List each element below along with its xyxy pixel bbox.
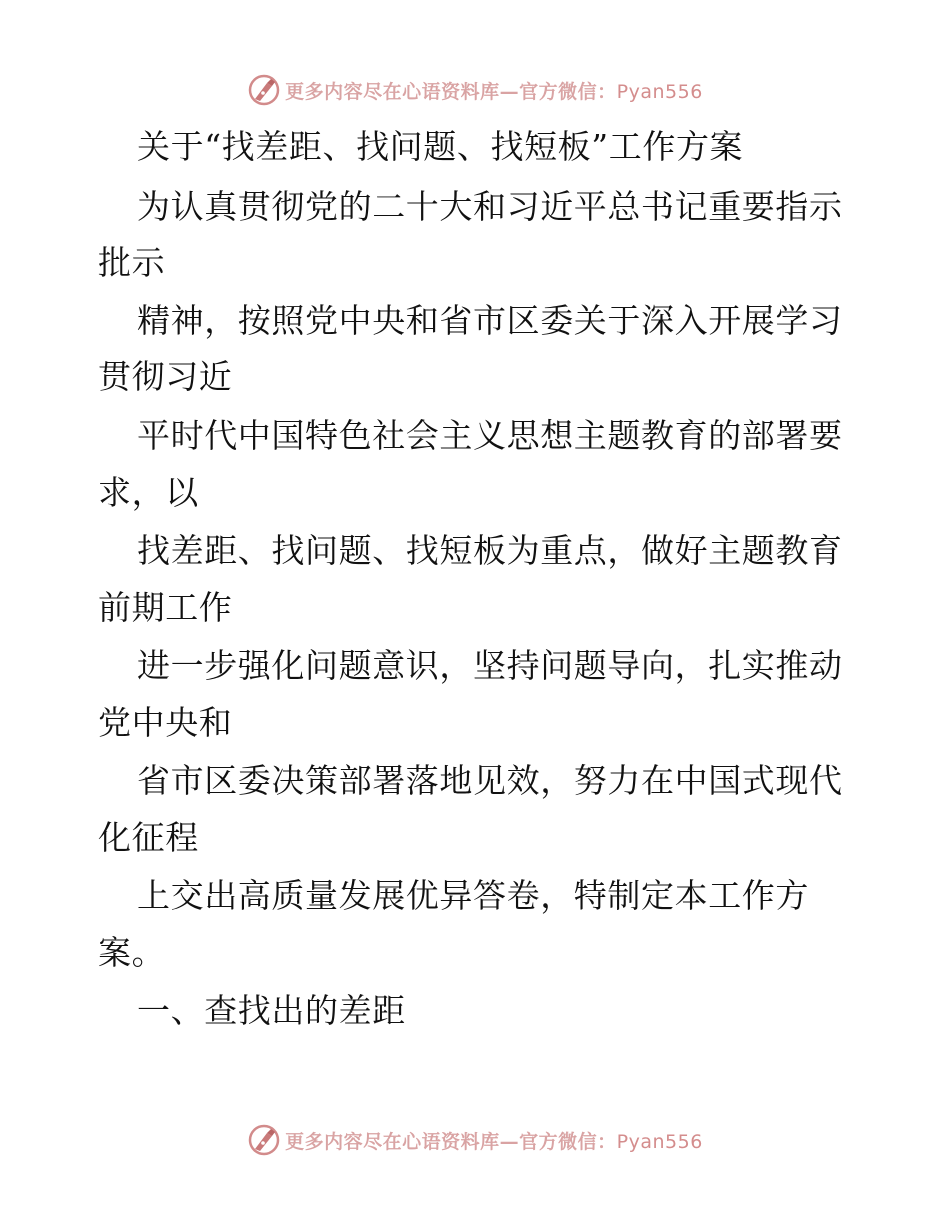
wechat-id: Pyan556 xyxy=(616,1130,703,1153)
pen-nib-logo-icon xyxy=(247,73,281,107)
paragraph-line: 案。 xyxy=(98,933,166,972)
paragraph-line: 贯彻习近 xyxy=(98,357,233,396)
header-banner xyxy=(0,70,950,110)
paragraph-line: 为认真贯彻党的二十大和习近平总书记重要指示 xyxy=(137,187,843,226)
pen-nib-logo-icon xyxy=(247,1123,281,1157)
wechat-id: Pyan556 xyxy=(616,80,703,103)
paragraph-line: 化征程 xyxy=(98,818,199,857)
paragraph-line: 前期工作 xyxy=(98,588,233,627)
section-heading: 一、查找出的差距 xyxy=(137,991,406,1030)
paragraph-line: 精神，按照党中央和省市区委关于深入开展学习 xyxy=(137,301,843,340)
footer-banner xyxy=(0,1120,950,1160)
paragraph-line: 找差距、找问题、找短板为重点，做好主题教育 xyxy=(137,531,843,570)
paragraph-line: 求，以 xyxy=(98,473,199,512)
banner-text: 更多内容尽在心语资料库—官方微信：Pyan556 xyxy=(285,80,703,103)
paragraph-line: 上交出高质量发展优异答卷，特制定本工作方 xyxy=(137,876,809,915)
paragraph-line: 平时代中国特色社会主义思想主题教育的部署要 xyxy=(137,416,843,455)
document-title: 关于“找差距、找问题、找短板”工作方案 xyxy=(137,127,744,166)
paragraph-line: 党中央和 xyxy=(98,703,233,742)
paragraph-line: 进一步强化问题意识，坚持问题导向，扎实推动 xyxy=(137,646,843,685)
paragraph-line: 批示 xyxy=(98,243,166,282)
paragraph-line: 省市区委决策部署落地见效，努力在中国式现代 xyxy=(137,761,843,800)
banner-text: 更多内容尽在心语资料库—官方微信：Pyan556 xyxy=(285,1130,703,1153)
